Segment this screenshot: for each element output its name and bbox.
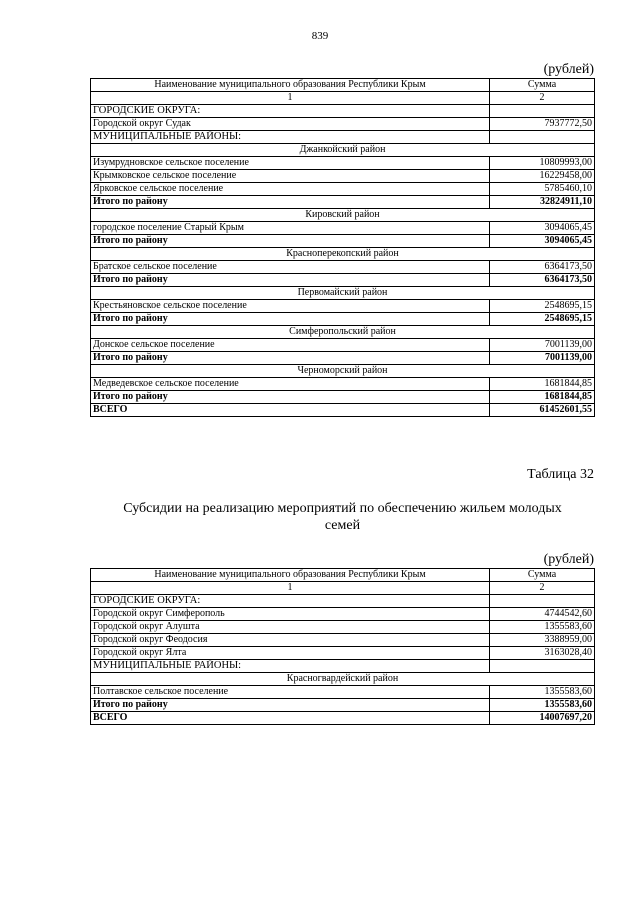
table-number: Таблица 32	[527, 467, 594, 482]
row-name: Итого по району	[91, 352, 490, 365]
column-number-row	[91, 92, 595, 105]
table-row	[91, 634, 595, 647]
district-header-row	[91, 326, 595, 339]
header-row	[91, 569, 595, 582]
subsidy-table-2	[90, 568, 595, 725]
district-name: Красногвардейский район	[91, 673, 595, 686]
table2-unit-label: (рублей)	[543, 552, 594, 567]
column-header-name: Наименование муниципального образования Республики Крым	[91, 569, 490, 582]
column-header-name: Наименование муниципального образования Республики Крым	[91, 79, 490, 92]
row-sum: 7001139,00	[490, 352, 595, 365]
section-row	[91, 105, 595, 118]
total-row	[91, 352, 595, 365]
row-sum: 10809993,00	[490, 157, 595, 170]
table1-body	[91, 79, 595, 417]
district-name: Симферопольский район	[91, 326, 595, 339]
row-sum: 61452601,55	[490, 404, 595, 417]
district-name: Кировский район	[91, 209, 595, 222]
table2-title: Субсидии на реализацию мероприятий по обеспечению жильем молодых семей	[123, 501, 562, 533]
column-number-name: 1	[91, 582, 490, 595]
row-sum: 1355583,60	[490, 699, 595, 712]
row-sum: 14007697,20	[490, 712, 595, 725]
row-name: Городской округ Алушта	[91, 621, 490, 634]
table-row	[91, 261, 595, 274]
row-sum	[490, 595, 595, 608]
district-header-row	[91, 287, 595, 300]
row-name: ГОРОДСКИЕ ОКРУГА:	[91, 105, 490, 118]
row-name: Полтавское сельское поселение	[91, 686, 490, 699]
district-name: Первомайский район	[91, 287, 595, 300]
row-name: Итого по району	[91, 391, 490, 404]
row-sum: 3388959,00	[490, 634, 595, 647]
section-row	[91, 131, 595, 144]
total-row	[91, 712, 595, 725]
total-row	[91, 391, 595, 404]
row-sum: 1355583,60	[490, 621, 595, 634]
table-row	[91, 378, 595, 391]
total-row	[91, 196, 595, 209]
row-name: Городской округ Симферополь	[91, 608, 490, 621]
row-name: Крымковское сельское поселение	[91, 170, 490, 183]
row-name: Медведевское сельское поселение	[91, 378, 490, 391]
row-sum: 16229458,00	[490, 170, 595, 183]
row-name: Крестьяновское сельское поселение	[91, 300, 490, 313]
row-sum: 7937772,50	[490, 118, 595, 131]
row-sum: 32824911,10	[490, 196, 595, 209]
column-number-sum: 2	[490, 92, 595, 105]
table-row	[91, 222, 595, 235]
row-sum: 1681844,85	[490, 378, 595, 391]
table-row	[91, 183, 595, 196]
district-header-row	[91, 144, 595, 157]
table-row	[91, 157, 595, 170]
row-name: МУНИЦИПАЛЬНЫЕ РАЙОНЫ:	[91, 131, 490, 144]
district-header-row	[91, 248, 595, 261]
table2-body	[91, 569, 595, 725]
table1-unit-label: (рублей)	[543, 62, 594, 77]
section-row	[91, 595, 595, 608]
column-number-sum: 2	[490, 582, 595, 595]
row-sum: 3163028,40	[490, 647, 595, 660]
row-sum: 1681844,85	[490, 391, 595, 404]
district-header-row	[91, 673, 595, 686]
total-row	[91, 404, 595, 417]
row-sum	[490, 660, 595, 673]
row-sum: 7001139,00	[490, 339, 595, 352]
total-row	[91, 313, 595, 326]
row-name: ВСЕГО	[91, 404, 490, 417]
district-name: Джанкойский район	[91, 144, 595, 157]
table-row	[91, 170, 595, 183]
district-header-row	[91, 209, 595, 222]
total-row	[91, 274, 595, 287]
table-row	[91, 608, 595, 621]
section-row	[91, 660, 595, 673]
district-name: Красноперекопский район	[91, 248, 595, 261]
row-sum: 2548695,15	[490, 300, 595, 313]
row-name: Изумрудновское сельское поселение	[91, 157, 490, 170]
row-name: Донское сельское поселение	[91, 339, 490, 352]
row-sum: 3094065,45	[490, 222, 595, 235]
column-header-sum: Сумма	[490, 79, 595, 92]
row-sum: 6364173,50	[490, 274, 595, 287]
table-row	[91, 647, 595, 660]
header-row	[91, 79, 595, 92]
row-name: Городской округ Ялта	[91, 647, 490, 660]
row-sum: 1355583,60	[490, 686, 595, 699]
table-row	[91, 300, 595, 313]
page-number: 839	[311, 30, 329, 42]
row-name: Братское сельское поселение	[91, 261, 490, 274]
total-row	[91, 699, 595, 712]
row-name: городское поселение Старый Крым	[91, 222, 490, 235]
district-header-row	[91, 365, 595, 378]
row-sum	[490, 131, 595, 144]
table-row	[91, 118, 595, 131]
row-name: Итого по району	[91, 313, 490, 326]
subsidy-table-1	[90, 78, 595, 417]
row-name: Городской округ Судак	[91, 118, 490, 131]
row-name: Городской округ Феодосия	[91, 634, 490, 647]
row-sum: 5785460,10	[490, 183, 595, 196]
column-header-sum: Сумма	[490, 569, 595, 582]
row-name: Итого по району	[91, 699, 490, 712]
row-sum	[490, 105, 595, 118]
table-row	[91, 686, 595, 699]
row-sum: 6364173,50	[490, 261, 595, 274]
row-name: Итого по району	[91, 196, 490, 209]
row-name: Ярковское сельское поселение	[91, 183, 490, 196]
row-sum: 4744542,60	[490, 608, 595, 621]
table-row	[91, 339, 595, 352]
row-name: Итого по району	[91, 235, 490, 248]
column-number-row	[91, 582, 595, 595]
row-sum: 3094065,45	[490, 235, 595, 248]
row-name: ГОРОДСКИЕ ОКРУГА:	[91, 595, 490, 608]
table-row	[91, 621, 595, 634]
column-number-name: 1	[91, 92, 490, 105]
row-name: МУНИЦИПАЛЬНЫЕ РАЙОНЫ:	[91, 660, 490, 673]
row-name: ВСЕГО	[91, 712, 490, 725]
district-name: Черноморский район	[91, 365, 595, 378]
row-name: Итого по району	[91, 274, 490, 287]
row-sum: 2548695,15	[490, 313, 595, 326]
total-row	[91, 235, 595, 248]
